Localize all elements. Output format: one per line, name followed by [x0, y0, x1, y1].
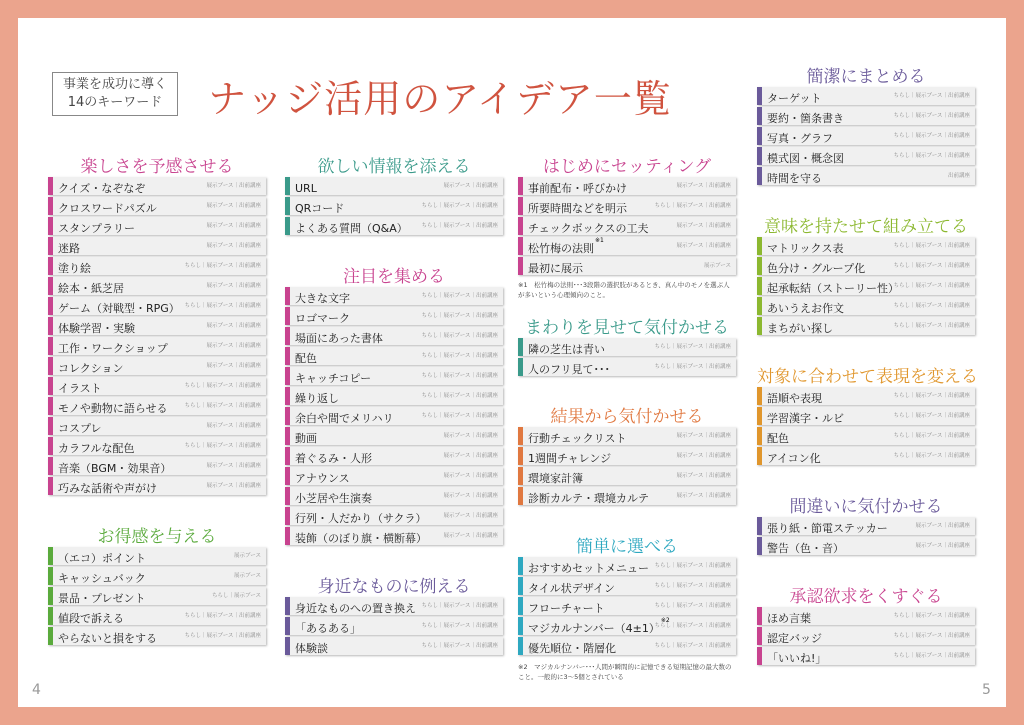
idea-row — [285, 617, 503, 635]
media-tags: ちらし｜展示ブース｜出前講座 — [893, 153, 970, 159]
idea-row — [48, 547, 266, 565]
keyword-line-1: 事業を成功に導く — [62, 77, 167, 92]
idea-label: QRコード — [295, 202, 345, 215]
media-tags: ちらし｜展示ブース｜出前講座 — [893, 323, 970, 329]
media-tags: 展示ブース — [233, 573, 261, 579]
footnote-marker: ※1 — [595, 237, 604, 244]
idea-label: マトリックス表 — [767, 242, 844, 255]
media-tags: 展示ブース｜出前講座 — [206, 343, 261, 349]
media-tags: ちらし｜展示ブース｜出前講座 — [893, 93, 970, 99]
idea-row — [757, 537, 975, 555]
idea-row — [285, 287, 503, 305]
idea-label: 配色 — [295, 352, 317, 365]
idea-label: 場面にあった書体 — [295, 332, 383, 345]
idea-list — [48, 547, 266, 647]
media-tags: ちらし｜展示ブース｜出前講座 — [421, 353, 498, 359]
idea-row — [285, 327, 503, 345]
idea-label: 人のフリ見て･･･ — [528, 363, 611, 376]
media-tags: 展示ブース｜出前講座 — [676, 473, 731, 479]
idea-label: ゲーム（対戦型・RPG） — [58, 302, 180, 315]
idea-list — [518, 557, 736, 657]
idea-label: 模式図・概念図 — [767, 152, 844, 165]
media-tags: ちらし｜展示ブース｜出前講座 — [421, 333, 498, 339]
idea-row — [757, 257, 975, 275]
idea-label: 小芝居や生演奏 — [295, 492, 372, 505]
footnote: ※1 松竹梅の法則･･･3段階の選択肢があるとき、真ん中のモノを選ぶ人が多いという心理傾向のこと。 — [518, 281, 730, 299]
media-tags: 展示ブース｜出前講座 — [443, 473, 498, 479]
footnote: ※2 マジカルナンバー･･･人間が瞬間的に記憶できる短期記憶の最大数のこと。一般的に3～5個とされている — [518, 663, 732, 681]
idea-row — [757, 427, 975, 445]
idea-label: おすすめセットメニュー — [528, 562, 649, 575]
media-tags: ちらし｜展示ブース｜出前講座 — [184, 633, 261, 639]
idea-label: URL — [295, 182, 317, 195]
media-tags: 展示ブース｜出前講座 — [676, 493, 731, 499]
idea-label: 余白や間でメリハリ — [295, 412, 394, 425]
media-tags: 展示ブース — [233, 553, 261, 559]
idea-label: 松竹梅の法則 — [528, 242, 594, 255]
media-tags: ちらし｜展示ブース｜出前講座 — [654, 603, 731, 609]
media-tags: ちらし｜展示ブース｜出前講座 — [654, 364, 731, 370]
idea-label: 環境家計簿 — [528, 472, 583, 485]
media-tags: 展示ブース｜出前講座 — [443, 513, 498, 519]
media-tags: ちらし｜展示ブース｜出前講座 — [654, 203, 731, 209]
media-tags: ちらし｜展示ブース｜出前講座 — [893, 613, 970, 619]
media-tags: 展示ブース｜出前講座 — [676, 223, 731, 229]
section-title: はじめにセッティング — [542, 157, 712, 177]
media-tags: 展示ブース｜出前講座 — [206, 463, 261, 469]
idea-label: 着ぐるみ・人形 — [295, 452, 372, 465]
idea-row — [518, 197, 736, 215]
idea-list — [518, 338, 736, 378]
idea-row — [757, 317, 975, 335]
idea-label: カラフルな配色 — [58, 442, 135, 455]
idea-row — [285, 427, 503, 445]
idea-row — [518, 577, 736, 595]
idea-label: 隣の芝生は青い — [528, 343, 605, 356]
media-tags: ちらし｜展示ブース｜出前講座 — [893, 243, 970, 249]
idea-row — [48, 587, 266, 605]
footnote-marker: ※2 — [660, 617, 670, 624]
media-tags: ちらし｜展示ブース｜出前講座 — [421, 313, 498, 319]
idea-row — [48, 457, 266, 475]
section-title: 楽しさを予感させる — [80, 157, 234, 177]
media-tags: ちらし｜展示ブース｜出前講座 — [893, 433, 970, 439]
idea-row — [518, 597, 736, 615]
media-tags: 展示ブース｜出前講座 — [676, 453, 731, 459]
idea-label: ロゴマーク — [295, 312, 350, 325]
idea-row — [757, 297, 975, 315]
idea-list — [285, 177, 503, 237]
idea-row — [757, 407, 975, 425]
idea-label: 認定バッジ — [767, 632, 822, 645]
media-tags: 展示ブース｜出前講座 — [443, 533, 498, 539]
idea-label: クロスワードパズル — [58, 202, 157, 215]
idea-list — [757, 607, 975, 667]
idea-label: 1週間チャレンジ — [528, 452, 612, 465]
media-tags: ちらし｜展示ブース｜出前講座 — [184, 263, 261, 269]
media-tags: 展示ブース｜出前講座 — [206, 243, 261, 249]
idea-row — [285, 347, 503, 365]
idea-row — [518, 617, 736, 635]
media-tags: 展示ブース｜出前講座 — [676, 243, 731, 249]
idea-row — [48, 317, 266, 335]
section-title: 対象に合わせて表現を変える — [757, 367, 978, 387]
idea-label: よくある質問（Q&A） — [295, 222, 408, 235]
idea-label: 塗り絵 — [58, 262, 91, 275]
media-tags: ちらし｜展示ブース｜出前講座 — [893, 633, 970, 639]
media-tags: ちらし｜展示ブース｜出前講座 — [421, 293, 498, 299]
idea-row — [48, 297, 266, 315]
media-tags: 展示ブース｜出前講座 — [676, 183, 731, 189]
idea-row — [285, 637, 503, 655]
media-tags: ちらし｜展示ブース｜出前講座 — [893, 453, 970, 459]
media-tags: ちらし｜展示ブース｜出前講座 — [893, 113, 970, 119]
section-title: まわりを見せて気付かせる — [525, 318, 729, 338]
idea-label: 「いいね!」 — [767, 652, 827, 665]
media-tags: 展示ブース — [703, 263, 731, 269]
section-title: 注目を集める — [343, 267, 445, 287]
media-tags: ちらし｜展示ブース｜出前講座 — [184, 443, 261, 449]
media-tags: ちらし｜展示ブース｜出前講座 — [654, 344, 731, 350]
media-tags: 展示ブース｜出前講座 — [443, 433, 498, 439]
idea-row — [48, 257, 266, 275]
idea-row — [48, 337, 266, 355]
media-tags: ちらし｜展示ブース｜出前講座 — [184, 303, 261, 309]
idea-label: 色分け・グループ化 — [767, 262, 866, 275]
idea-row — [757, 607, 975, 625]
idea-list — [757, 87, 975, 187]
idea-row — [518, 637, 736, 655]
section-title: 簡単に選べる — [576, 537, 678, 557]
idea-label: まちがい探し — [767, 322, 833, 335]
media-tags: ちらし｜展示ブース｜出前講座 — [893, 413, 970, 419]
idea-label: 景品・プレゼント — [58, 592, 146, 605]
idea-label: タイル状デザイン — [528, 582, 616, 595]
idea-label: 体験学習・実験 — [58, 322, 135, 335]
idea-label: チェックボックスの工夫 — [528, 222, 649, 235]
keyword-box — [52, 72, 178, 116]
idea-row — [48, 177, 266, 195]
media-tags: ちらし｜展示ブース｜出前講座 — [893, 263, 970, 269]
media-tags: 出前講座 — [947, 173, 970, 179]
keyword-line-2: 14のキーワード — [67, 95, 163, 110]
media-tags: 展示ブース｜出前講座 — [206, 363, 261, 369]
section-title: お得感を与える — [97, 527, 217, 547]
idea-list — [48, 177, 266, 497]
idea-list — [518, 177, 736, 277]
idea-row — [48, 607, 266, 625]
idea-row — [48, 237, 266, 255]
idea-label: 起承転結（ストーリー性） — [767, 282, 899, 295]
idea-row — [285, 407, 503, 425]
idea-label: 巧みな話術や声がけ — [58, 482, 157, 495]
idea-label: 事前配布・呼びかけ — [528, 182, 627, 195]
idea-label: スタンプラリー — [58, 222, 135, 235]
idea-label: 行動チェックリスト — [528, 432, 627, 445]
idea-row — [757, 107, 975, 125]
idea-label: 時間を守る — [767, 172, 822, 185]
idea-label: キャッシュバック — [58, 572, 146, 585]
idea-row — [518, 257, 736, 275]
media-tags: ちらし｜展示ブース｜出前講座 — [421, 603, 498, 609]
idea-label: ほめ言葉 — [767, 612, 811, 625]
idea-row — [757, 237, 975, 255]
idea-list — [285, 287, 503, 547]
idea-row — [285, 367, 503, 385]
idea-label: アナウンス — [295, 472, 350, 485]
media-tags: ちらし｜展示ブース｜出前講座 — [421, 223, 498, 229]
idea-row — [757, 627, 975, 645]
media-tags: ちらし｜展示ブース｜出前講座 — [893, 133, 970, 139]
media-tags: 展示ブース｜出前講座 — [206, 423, 261, 429]
idea-label: 工作・ワークショップ — [58, 342, 168, 355]
idea-row — [285, 197, 503, 215]
idea-row — [285, 467, 503, 485]
idea-label: 写真・グラフ — [767, 132, 833, 145]
idea-label: 体験談 — [295, 642, 328, 655]
idea-label: アイコン化 — [767, 452, 821, 465]
media-tags: 展示ブース｜出前講座 — [443, 453, 498, 459]
media-tags: 展示ブース｜出前講座 — [206, 183, 261, 189]
idea-row — [757, 277, 975, 295]
idea-row — [757, 127, 975, 145]
idea-label: 装飾（のぼり旗・横断幕） — [295, 532, 427, 545]
idea-row — [48, 357, 266, 375]
idea-row — [285, 487, 503, 505]
media-tags: ちらし｜展示ブース｜出前講座 — [654, 623, 731, 629]
idea-row — [48, 437, 266, 455]
idea-row — [48, 567, 266, 585]
media-tags: 展示ブース｜出前講座 — [443, 183, 498, 189]
idea-label: コレクション — [58, 362, 124, 375]
section-title: 意味を持たせて組み立てる — [764, 217, 968, 237]
idea-row — [48, 277, 266, 295]
media-tags: ちらし｜展示ブース｜出前講座 — [421, 393, 498, 399]
media-tags: 展示ブース｜出前講座 — [206, 323, 261, 329]
idea-row — [285, 447, 503, 465]
idea-row — [48, 477, 266, 495]
idea-label: 張り紙・節電ステッカー — [767, 522, 888, 535]
page-number-right: 5 — [982, 682, 991, 698]
media-tags: ちらし｜展示ブース｜出前講座 — [654, 583, 731, 589]
media-tags: 展示ブース｜出前講座 — [206, 223, 261, 229]
idea-label: コスプレ — [58, 422, 102, 435]
idea-list — [757, 237, 975, 337]
media-tags: 展示ブース｜出前講座 — [676, 433, 731, 439]
idea-row — [48, 627, 266, 645]
idea-label: 学習漢字・ルビ — [767, 412, 844, 425]
idea-label: あいうえお作文 — [767, 302, 844, 315]
idea-label: 要約・箇条書き — [767, 112, 844, 125]
idea-row — [48, 217, 266, 235]
media-tags: ちらし｜展示ブース｜出前講座 — [184, 403, 261, 409]
idea-label: 絵本・紙芝居 — [58, 282, 124, 295]
idea-row — [285, 177, 503, 195]
idea-label: 動画 — [295, 432, 317, 445]
idea-row — [757, 517, 975, 535]
idea-row — [757, 647, 975, 665]
media-tags: 展示ブース｜出前講座 — [206, 203, 261, 209]
section-title: 間違いに気付かせる — [789, 497, 943, 517]
media-tags: ちらし｜展示ブース｜出前講座 — [654, 563, 731, 569]
media-tags: ちらし｜展示ブース｜出前講座 — [421, 373, 498, 379]
idea-label: 迷路 — [58, 242, 80, 255]
idea-row — [48, 417, 266, 435]
section-title: 承認欲求をくすぐる — [789, 587, 943, 607]
idea-label: フローチャート — [528, 602, 605, 615]
media-tags: ちらし｜展示ブース｜出前講座 — [184, 383, 261, 389]
idea-list — [518, 427, 736, 507]
idea-row — [285, 507, 503, 525]
idea-row — [48, 377, 266, 395]
idea-label: 大きな文字 — [295, 292, 350, 305]
media-tags: 展示ブース｜出前講座 — [206, 483, 261, 489]
idea-row — [757, 147, 975, 165]
idea-list — [757, 517, 975, 557]
media-tags: ちらし｜展示ブース｜出前講座 — [654, 643, 731, 649]
idea-label: 繰り返し — [295, 392, 339, 405]
idea-list — [285, 597, 503, 657]
media-tags: 展示ブース｜出前講座 — [915, 523, 970, 529]
idea-label: マジカルナンバー（4±1） — [528, 622, 660, 635]
idea-label: 音楽（BGM・効果音） — [58, 462, 172, 475]
idea-label: やらないと損をする — [58, 632, 157, 645]
idea-row — [518, 467, 736, 485]
idea-list — [757, 387, 975, 467]
media-tags: ちらし｜展示ブース｜出前講座 — [893, 653, 970, 659]
idea-row — [285, 527, 503, 545]
idea-label: 診断カルテ・環境カルテ — [528, 492, 649, 505]
media-tags: 展示ブース｜出前講座 — [915, 543, 970, 549]
page-title: ナッジ活用のアイデア一覧 — [208, 77, 672, 121]
section-title: 簡潔にまとめる — [806, 67, 926, 87]
media-tags: ちらし｜展示ブース｜出前講座 — [893, 283, 970, 289]
idea-label: クイズ・なぞなぞ — [58, 182, 146, 195]
idea-row — [285, 217, 503, 235]
idea-row — [518, 487, 736, 505]
idea-row — [48, 397, 266, 415]
idea-label: ターゲット — [767, 92, 822, 105]
idea-label: 最初に展示 — [528, 262, 583, 275]
media-tags: ちらし｜展示ブース｜出前講座 — [893, 393, 970, 399]
idea-row — [518, 217, 736, 235]
idea-row — [757, 447, 975, 465]
idea-row — [757, 87, 975, 105]
idea-label: （エコ）ポイント — [58, 552, 146, 565]
page-number-left: 4 — [32, 682, 41, 698]
media-tags: ちらし｜展示ブース｜出前講座 — [421, 623, 498, 629]
idea-row — [518, 338, 736, 356]
idea-row — [757, 167, 975, 185]
idea-row — [285, 597, 503, 615]
section-title: 欲しい情報を添える — [317, 157, 471, 177]
media-tags: ちらし｜展示ブース — [211, 593, 261, 599]
media-tags: ちらし｜展示ブース｜出前講座 — [421, 643, 498, 649]
idea-row — [48, 197, 266, 215]
media-tags: 展示ブース｜出前講座 — [206, 283, 261, 289]
idea-row — [757, 387, 975, 405]
idea-label: キャッチコピー — [295, 372, 372, 385]
media-tags: ちらし｜展示ブース｜出前講座 — [893, 303, 970, 309]
section-title: 身近なものに例える — [317, 577, 471, 597]
section-title: 結果から気付かせる — [550, 407, 704, 427]
idea-label: 身近なものへの置き換え — [295, 602, 416, 615]
media-tags: ちらし｜展示ブース｜出前講座 — [421, 203, 498, 209]
idea-row — [518, 358, 736, 376]
idea-row — [285, 307, 503, 325]
idea-label: 所要時間などを明示 — [528, 202, 627, 215]
idea-row — [518, 557, 736, 575]
idea-label: 値段で訴える — [58, 612, 124, 625]
media-tags: ちらし｜展示ブース｜出前講座 — [184, 613, 261, 619]
media-tags: ちらし｜展示ブース｜出前講座 — [421, 413, 498, 419]
idea-row — [285, 387, 503, 405]
idea-row — [518, 177, 736, 195]
idea-label: 語順や表現 — [767, 392, 822, 405]
idea-label: 優先順位・階層化 — [528, 642, 616, 655]
idea-label: 警告（色・音） — [767, 542, 844, 555]
idea-row — [518, 427, 736, 445]
idea-label: 配色 — [767, 432, 789, 445]
idea-row — [518, 237, 736, 255]
media-tags: 展示ブース｜出前講座 — [443, 493, 498, 499]
idea-label: イラスト — [58, 382, 102, 395]
idea-label: 行列・人だかり（サクラ） — [295, 512, 427, 525]
idea-label: 「あるある」 — [295, 622, 361, 635]
idea-row — [518, 447, 736, 465]
idea-label: モノや動物に語らせる — [58, 402, 168, 415]
